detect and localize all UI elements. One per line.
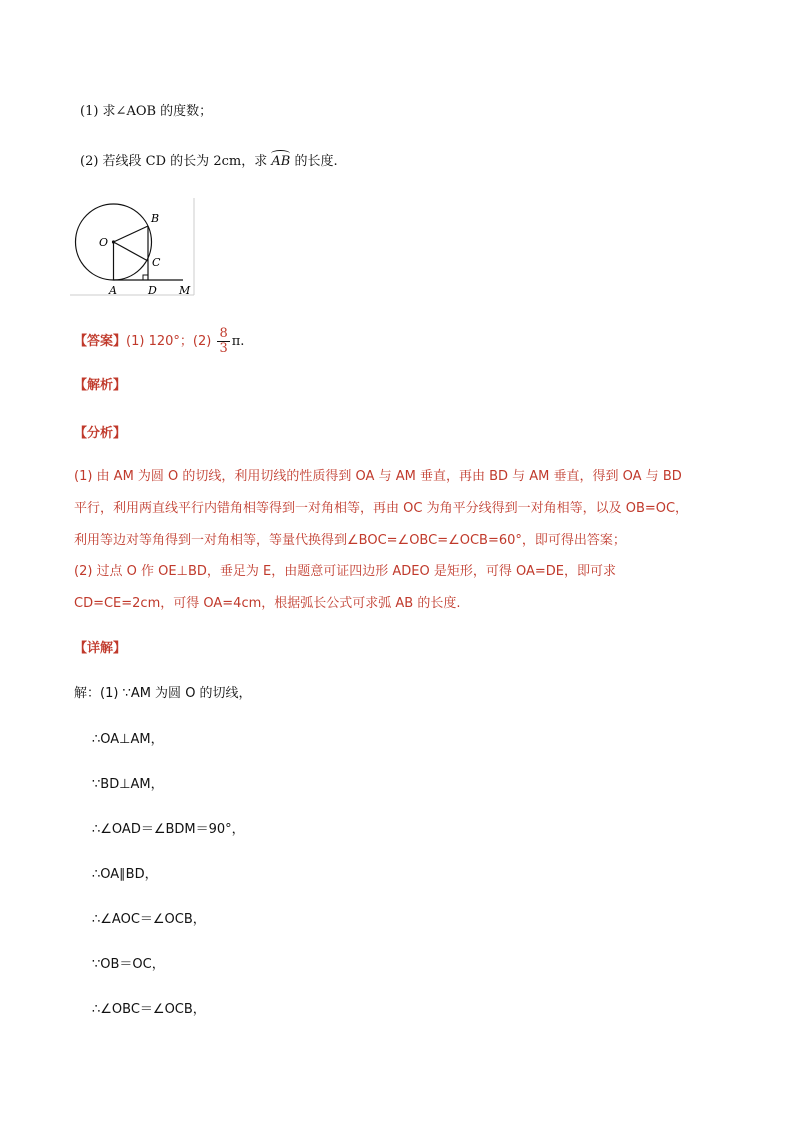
arc-ab: AB (271, 154, 291, 169)
answer-tag: 【答案】 (74, 334, 127, 349)
point-o (112, 240, 115, 243)
solution-line-5: ∴∠AOC＝∠OCB， (92, 912, 206, 927)
analysis-line-4: (2) 过点 O 作 OE⊥BD，垂足为 E，由题意可证四边形 ADEO 是矩形，可得 OA=DE，即可求 (74, 564, 616, 579)
solution-line-3: ∴∠OAD＝∠BDM＝90°， (92, 822, 245, 837)
solution-line-0: 解：(1) ∵AM 为圆 O 的切线， (74, 686, 252, 701)
answer-line (74, 327, 244, 356)
segment-ob (114, 226, 149, 242)
label-m: M (179, 284, 191, 297)
analysis-line-3: 利用等边对等角得到一对角相等，等量代换得到∠BOC=∠OBC=∠OCB=60°，即可得出答案； (74, 533, 626, 548)
segment-oc (114, 242, 149, 261)
solution-line-2: ∵BD⊥AM， (92, 777, 164, 792)
answer-fraction-denominator: 3 (219, 341, 228, 356)
question-part-1: (1) 求∠AOB 的度数； (80, 104, 213, 119)
analysis-line-1: (1) 由 AM 为圆 O 的切线，利用切线的性质得到 OA 与 AM 垂直，再由 BD 与 AM 垂直，得到 OA 与 BD (74, 469, 682, 484)
analysis-line-5: CD=CE=2cm，可得 OA=4cm，根据弧长公式可求弧 AB 的长度. (74, 596, 461, 611)
answer-fraction (217, 327, 229, 356)
answer-fraction-numerator: 8 (219, 326, 228, 341)
question-part-2-prefix: (2) 若线段 CD 的长为 2cm，求 (80, 154, 268, 169)
label-d: D (148, 284, 157, 297)
detail-tag: 【详解】 (74, 641, 127, 656)
solution-line-6: ∵OB＝OC， (92, 957, 165, 972)
analysis-tag: 【解析】 (74, 378, 127, 393)
answer-part-1: (1) 120°；(2) (126, 334, 212, 349)
solution-line-4: ∴OA∥BD， (92, 867, 158, 882)
analysis-line-2: 平行，利用两直线平行内错角相等得到一对角相等，再由 OC 为角平分线得到一对角相等，以及 OB=OC， (74, 501, 689, 516)
label-c: C (152, 256, 161, 269)
label-a: A (109, 284, 117, 297)
label-o: O (99, 236, 109, 249)
geometry-figure (70, 198, 200, 300)
solution-line-7: ∴∠OBC＝∠OCB， (92, 1002, 206, 1017)
question-part-2-suffix: 的长度. (294, 154, 338, 169)
solution-line-1: ∴OA⊥AM， (92, 732, 164, 747)
answer-pi: π. (231, 334, 245, 349)
question-part-2 (80, 153, 338, 171)
label-b: B (151, 212, 160, 225)
fenxi-tag: 【分析】 (74, 426, 127, 441)
right-angle-mark-d (143, 275, 148, 280)
